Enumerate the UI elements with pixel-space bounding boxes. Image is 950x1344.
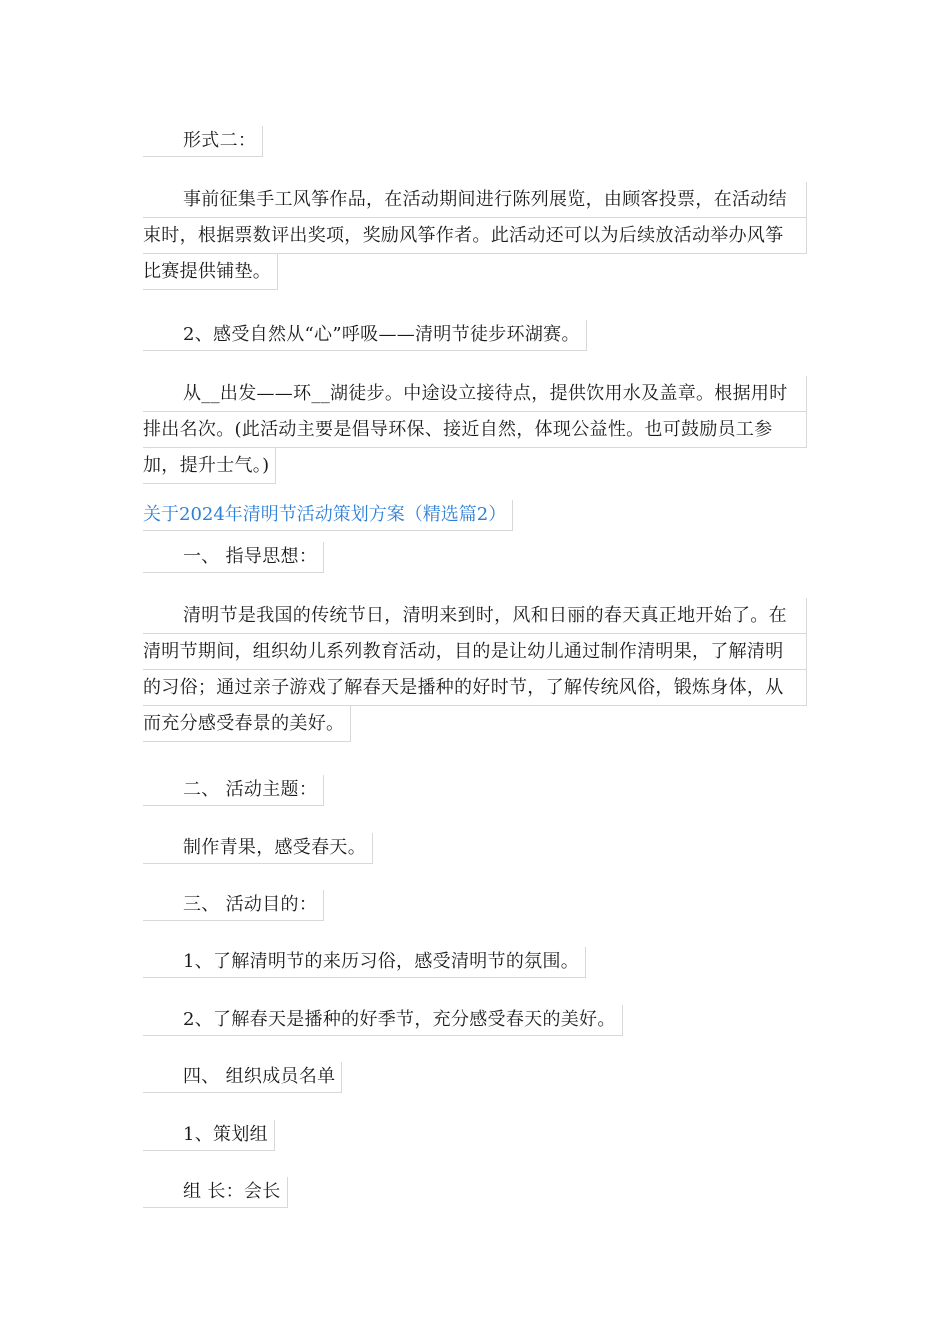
- paragraph-line: 加，提升士气。): [143, 448, 276, 484]
- paragraph-line: 而充分感受春景的美好。: [143, 706, 351, 742]
- paragraph-line: 事前征集手工风筝作品，在活动期间进行陈列展览，由顾客投票，在活动结: [143, 182, 807, 218]
- members-title: 四、 组织成员名单: [143, 1062, 342, 1093]
- paragraph-line: 清明节期间，组织幼儿系列教育活动，目的是让幼儿通过制作清明果，了解清明: [143, 634, 807, 670]
- theme-text: 制作青果，感受春天。: [143, 833, 373, 864]
- paragraph-line: 从__出发——环__湖徒步。中途设立接待点，提供饮用水及盖章。根据用时: [143, 376, 807, 412]
- goal-title: 三、 活动目的：: [143, 890, 324, 921]
- paragraph-line: 排出名次。(此活动主要是倡导环保、接近自然，体现公益性。也可鼓励员工参: [143, 412, 807, 448]
- guide-paragraph: [143, 598, 807, 742]
- item2-paragraph: [143, 376, 807, 484]
- leader-line: 组 长：会长: [143, 1177, 288, 1208]
- goal-item-1: 1、了解清明节的来历习俗，感受清明节的氛围。: [143, 947, 586, 978]
- section-heading-link[interactable]: 关于2024年清明节活动策划方案（精选篇2）: [143, 500, 513, 531]
- form2-title: 形式二：: [143, 126, 263, 157]
- form2-paragraph: [143, 182, 807, 290]
- paragraph-line: 比赛提供铺垫。: [143, 254, 278, 290]
- plan-group-title: 1、策划组: [143, 1120, 275, 1151]
- theme-title: 二、 活动主题：: [143, 775, 324, 806]
- guide-title: 一、 指导思想：: [143, 542, 324, 573]
- paragraph-line: 的习俗；通过亲子游戏了解春天是播种的好时节，了解传统风俗，锻炼身体，从: [143, 670, 807, 706]
- paragraph-line: 束时，根据票数评出奖项，奖励风筝作者。此活动还可以为后续放活动举办风筝: [143, 218, 807, 254]
- item2-title: 2、感受自然从“心”呼吸——清明节徒步环湖赛。: [143, 320, 587, 351]
- goal-item-2: 2、了解春天是播种的好季节，充分感受春天的美好。: [143, 1005, 623, 1036]
- paragraph-line: 清明节是我国的传统节日，清明来到时，风和日丽的春天真正地开始了。在: [143, 598, 807, 634]
